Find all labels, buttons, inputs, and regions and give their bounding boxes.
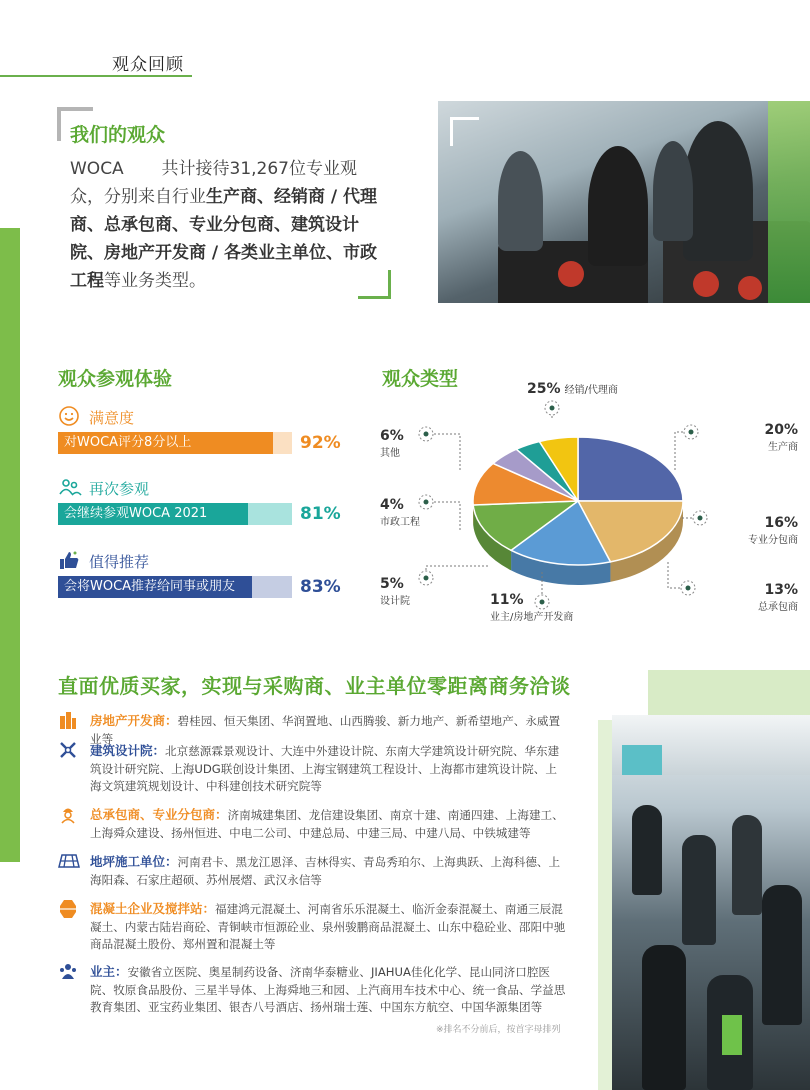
- intro-segment: 等业务类型。: [104, 271, 206, 291]
- buyer-entry: [90, 806, 568, 842]
- chart-title: 观众类型: [382, 368, 459, 390]
- pie-label: [490, 592, 573, 623]
- experience-label: 再次参观: [89, 480, 150, 498]
- experience-percent: 83%: [300, 577, 341, 597]
- left-accent-bar: [0, 228, 20, 862]
- worker-icon: [58, 804, 78, 824]
- buyer-category: 业主：: [90, 964, 128, 979]
- pie-label-dot: [419, 495, 433, 509]
- experience-label: 满意度: [89, 409, 135, 427]
- pie-label: [380, 497, 420, 528]
- thumbs-up-icon: [58, 549, 80, 571]
- buyer-list: 北京慈源霖景观设计、大连中外建设计院、东南大学建筑设计研究院、华东建筑设计研究院、上海UDG联创设计集团、上海宝钢建筑工程设计、上海都市建筑设计院、上海文筑建筑规划设计、中科建创技术研究院等: [90, 744, 560, 793]
- pie-label-text: 设计院: [380, 596, 410, 607]
- pie-label: [688, 515, 798, 546]
- pie-label-dot: [545, 401, 559, 415]
- pie-label-percent: 25%: [527, 381, 561, 397]
- pie-label-percent: 20%: [764, 422, 798, 438]
- experience-label: 值得推荐: [89, 553, 150, 571]
- buyer-category: 建筑设计院：: [90, 743, 166, 758]
- pie-label: [527, 378, 618, 397]
- pie-label-dot: [419, 571, 433, 585]
- photo-green-block: [648, 670, 810, 720]
- buyer-category: 混凝土企业及搅拌站：: [90, 901, 216, 916]
- pie-label-text: 生产商: [768, 442, 798, 453]
- audience-intro: [70, 155, 390, 295]
- pie-label-text: 业主/房地产开发商: [490, 612, 574, 623]
- buyer-list: 河南君卡、黑龙江恩泽、吉林得实、青岛秀珀尔、上海典跃、上海科德、上海阳森、石家庄超硕、苏州展熠、武汉永信等: [90, 855, 561, 887]
- concrete-tank-icon: [58, 898, 78, 918]
- audience-title: 我们的观众: [70, 124, 166, 146]
- pie-label-text: 其他: [380, 448, 400, 459]
- photo-green-strip: [598, 720, 612, 1090]
- exhibition-hall-crowd-photo: [612, 715, 810, 1090]
- buyer-list: 济南城建集团、龙信建设集团、南京十建、南通四建、上海建工、上海舜众建设、扬州恒进、中电二公司、中建总局、中建三局、中建八局、中铁城建等: [90, 808, 564, 840]
- buyer-list: 安徽省立医院、奥星制药设备、济南华泰糖业、JIAHUA佳化化学、昆山同济口腔医院、牧原食品股份、三星半导体、上海舜地三和园、上汽商用车技术中心、统一食品、学益思教育集团、亚宝药业集团、银杏八号酒店、扬州瑞士莲、中国东方航空、中国华源集团等: [90, 965, 566, 1014]
- pie-slice: [578, 437, 683, 501]
- buyer-category: 总承包商、专业分包商：: [90, 807, 228, 822]
- pie-label-percent: 6%: [380, 428, 404, 444]
- pie-label: [688, 422, 798, 453]
- pie-label-text: 专业分包商: [748, 535, 798, 546]
- pie-label: [688, 582, 798, 613]
- buyer-entry: [90, 900, 568, 954]
- pie-label: [380, 428, 404, 459]
- buyer-list: 福建鸿元混凝土、河南省乐乐混凝土、临沂金泰混凝土、南通三辰混凝土、内蒙古陆岩商砼、青铜峡市恒源砼业、泉州骏鹏商品混凝土、山东中稳砼业、邵阳中驰商品混凝土股份、郑州置和混凝土等: [90, 902, 566, 951]
- expo-visitors-photo: [438, 101, 810, 303]
- page-section-title: 观众回顾: [112, 55, 184, 75]
- pie-label-dot: [419, 427, 433, 441]
- ordering-note: ※排名不分前后，按首字母排列: [436, 1025, 561, 1035]
- smile-icon: [58, 405, 80, 427]
- experience-bar-fill: 会将WOCA推荐给同事或朋友: [58, 576, 252, 598]
- photo-green-overlay: [768, 101, 810, 303]
- experience-title: 观众参观体验: [58, 368, 173, 390]
- intro-segment: WOCA 共计接待31,267位专业观众，分别来自行业: [70, 159, 357, 207]
- experience-bar-fill: 会继续参观WOCA 2021: [58, 503, 248, 525]
- pie-label-text: 市政工程: [380, 517, 420, 528]
- pie-label-text: 总承包商: [758, 602, 798, 613]
- photo-corner-frame: [450, 117, 479, 146]
- drafting-tools-icon: [58, 740, 78, 760]
- experience-bar-fill: 对WOCA评分8分以上: [58, 432, 273, 454]
- pie-label-percent: 5%: [380, 576, 404, 592]
- header-underline: [0, 75, 192, 77]
- buyers-title: 直面优质买家，实现与采购商、业主单位零距离商务洽谈: [58, 674, 571, 698]
- building-icon: [58, 710, 78, 730]
- buyer-entry: [90, 742, 568, 796]
- buyer-category: 地坪施工单位：: [90, 854, 178, 869]
- pie-label-percent: 11%: [490, 592, 524, 608]
- buyer-entry: [90, 963, 568, 1017]
- pie-leader-line: [426, 566, 490, 578]
- corner-bracket-bottom-right: [358, 270, 391, 299]
- floor-grid-icon: [58, 851, 78, 871]
- pie-label-percent: 4%: [380, 497, 404, 513]
- buyer-entry: [90, 853, 568, 889]
- intro-segment: 生产商、经销商 / 代理商、总承包商、专业分包商、建筑设计院、房地产开发商 / 各类业主单位、市政工程: [70, 187, 378, 291]
- pie-label-percent: 13%: [764, 582, 798, 598]
- experience-percent: 81%: [300, 504, 341, 524]
- pie-label-percent: 16%: [764, 515, 798, 531]
- pie-label-text: 经销/代理商: [564, 385, 618, 396]
- buyer-category: 房地产开发商：: [90, 713, 178, 728]
- pie-label: [380, 576, 410, 607]
- owner-group-icon: [58, 961, 78, 981]
- experience-percent: 92%: [300, 433, 341, 453]
- buyer-list: 碧桂园、恒天集团、华润置地、山西腾骏、新力地产、新希望地产、永威置业等: [90, 714, 561, 746]
- people-loop-icon: [58, 476, 80, 498]
